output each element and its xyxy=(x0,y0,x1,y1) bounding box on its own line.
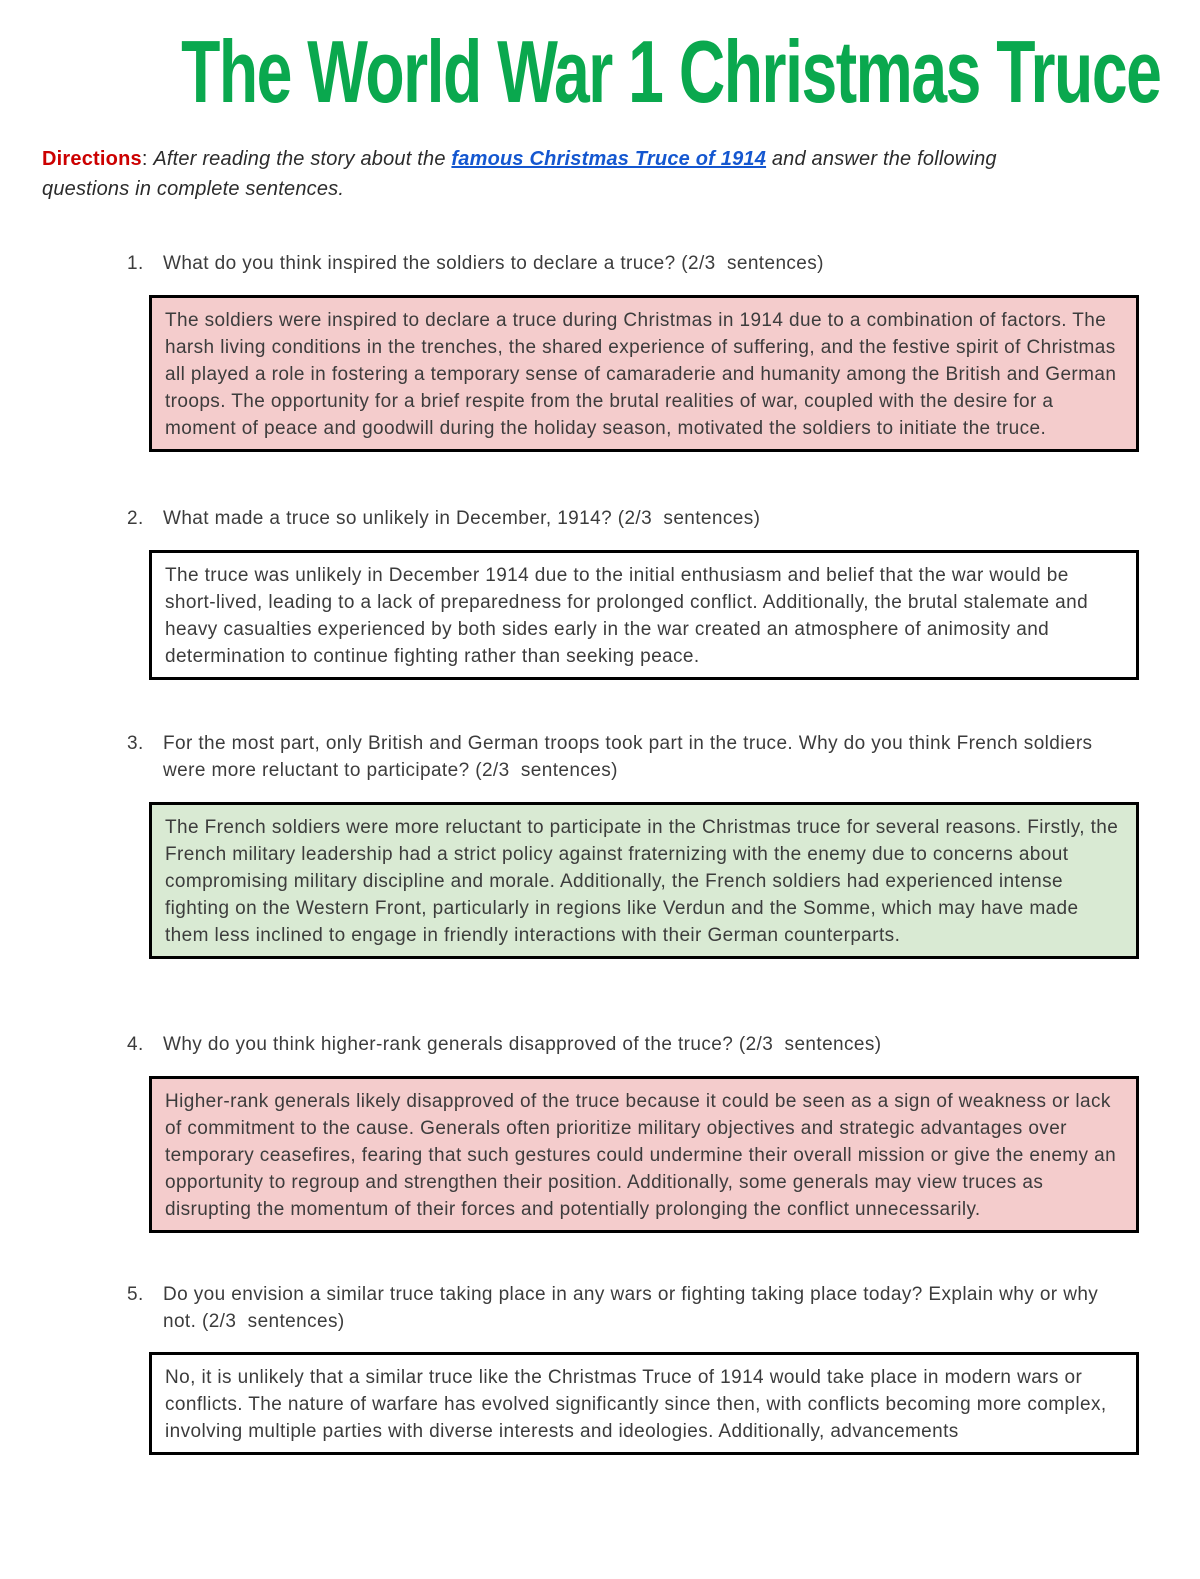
question-2-number: 2. xyxy=(127,508,144,529)
question-5-text: Do you envision a similar truce taking place in any wars or fighting taking place today? Explain why or why not. (2/3 sentences) xyxy=(163,1284,1104,1332)
answer-3-text: The French soldiers were more reluctant to participate in the Christmas truce for several reasons. Firstly, the French military leadership had a strict policy against fraternizing with the enemy due to concerns about compromising military discipline and morale. Additionally, the French soldiers had experienced intense fighting on the Western Front, particularly in regions like Verdun and the Somme, which may have made them less inclined to engage in friendly interactions with their German counterparts. xyxy=(165,817,1124,946)
answer-5-text: No, it is unlikely that a similar truce like the Christmas Truce of 1914 would take place in modern wars or conflicts. The nature of warfare has evolved significantly since then, with conflicts becoming more complex, involving multiple parties with diverse interests and ideologies. Additionally, advancements xyxy=(165,1367,1113,1442)
question-2-text: What made a truce so unlikely in December, 1914? (2/3 sentences) xyxy=(163,508,761,529)
worksheet-page xyxy=(0,22,1200,1579)
directions-label: Directions xyxy=(42,148,142,170)
question-5-number: 5. xyxy=(127,1284,144,1305)
question-3 xyxy=(127,730,1137,784)
question-4 xyxy=(127,1031,1137,1058)
answer-1-text: The soldiers were inspired to declare a truce during Christmas in 1914 due to a combination of factors. The harsh living conditions in the trenches, the shared experience of suffering, and the festive spirit of Christmas all played a role in fostering a temporary sense of camaraderie and humanity among the British and German troops. The opportunity for a brief respite from the brutal realities of war, coupled with the desire for a moment of peace and goodwill during the holiday season, motivated the soldiers to initiate the truce. xyxy=(165,310,1123,439)
answer-box-3[interactable] xyxy=(149,802,1139,959)
page-title xyxy=(0,22,1200,121)
question-4-number: 4. xyxy=(127,1034,144,1055)
question-5 xyxy=(127,1281,1137,1335)
answer-2-text: The truce was unlikely in December 1914 due to the initial enthusiasm and belief that the war would be short-lived, leading to a lack of preparedness for prolonged conflict. Additionally, the brutal stalemate and heavy casualties experienced by both sides early in the war created an atmosphere of animosity and determination to continue fighting rather than seeking peace. xyxy=(165,565,1094,667)
answer-box-1[interactable] xyxy=(149,295,1139,452)
answer-box-5[interactable] xyxy=(149,1352,1139,1455)
directions-text-before-link: After reading the story about the xyxy=(153,148,452,170)
question-4-text: Why do you think higher-rank generals disapproved of the truce? (2/3 sentences) xyxy=(163,1034,882,1055)
christmas-truce-link[interactable]: famous Christmas Truce of 1914 xyxy=(451,148,767,170)
page-title-text: The World War 1 Christmas Truce xyxy=(181,22,1161,121)
answer-4-text: Higher-rank generals likely disapproved of the truce because it could be seen as a sign of weakness or lack of commitment to the cause. Generals often prioritize military objectives and strategic advantages over temporary ceasefires, fearing that such gestures could undermine their overall mission or give the enemy an opportunity to regroup and strengthen their position. Additionally, some generals may view truces as disrupting the momentum of their forces and potentially prolonging the conflict unnecessarily. xyxy=(165,1091,1122,1220)
question-1 xyxy=(127,250,1137,277)
answer-box-2[interactable] xyxy=(149,550,1139,680)
directions-text-after-link: and answer the following questions in complete sentences. xyxy=(42,148,1003,200)
question-1-text: What do you think inspired the soldiers to declare a truce? (2/3 sentences) xyxy=(163,253,824,274)
directions xyxy=(42,144,1072,234)
answer-box-4[interactable] xyxy=(149,1076,1139,1233)
question-1-number: 1. xyxy=(127,253,144,274)
question-3-number: 3. xyxy=(127,733,144,754)
directions-colon: : xyxy=(141,148,154,170)
question-3-text: For the most part, only British and German troops took part in the truce. Why do you think French soldiers were more reluctant to participate? (2/3 sentences) xyxy=(163,733,1099,781)
question-2 xyxy=(127,505,1137,532)
